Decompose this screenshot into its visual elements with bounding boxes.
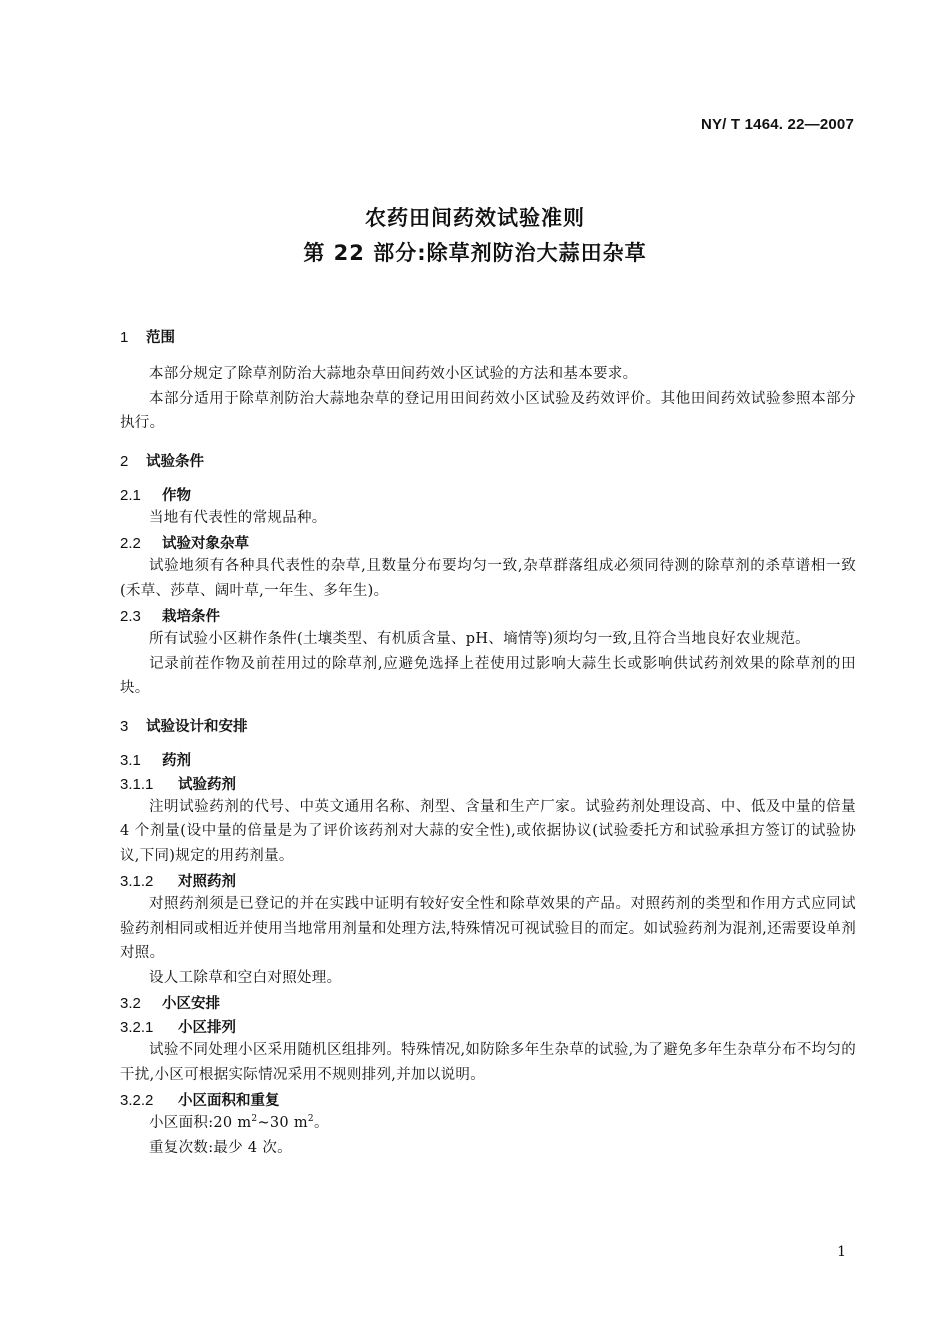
paragraph: 试验不同处理小区采用随机区组排列。特殊情况,如防除多年生杂草的试验,为了避免多年生杂草分布不均匀的干扰,小区可根据实际情况采用不规则排列,并加以说明。 (120, 1042, 856, 1083)
subsection-number: 2.3 (120, 608, 141, 625)
paragraph: 记录前茬作物及前茬用过的除草剂,应避免选择上茬使用过影响大蒜生长或影响供试药剂效果的除草剂的田块。 (120, 655, 856, 696)
section-title: 试验条件 (146, 453, 204, 470)
document-title: 农药田间药效试验准则 (365, 206, 585, 230)
sentence-end: 。 (313, 1115, 329, 1131)
subsection-heading-2-3 (120, 607, 856, 627)
subsection-heading-3-2-2 (120, 1091, 856, 1111)
section-title: 范围 (146, 330, 175, 346)
subsection-title: 栽培条件 (162, 609, 220, 625)
paragraph: 试验地须有各种具代表性的杂草,且数量分布要均匀一致,杂草群落组成必须同待测的除草剂的杀草谱相一致(禾草、莎草、阔叶草,一年生、多年生)。 (120, 558, 856, 599)
section-number: 1 (120, 329, 129, 346)
subsection-heading-3-1-2 (120, 872, 856, 892)
document-body (120, 328, 856, 1160)
section-heading-1 (120, 328, 856, 348)
subsection-title: 小区面积和重复 (178, 1093, 280, 1109)
subsection-title: 对照药剂 (178, 874, 236, 890)
section-number: 2 (120, 452, 129, 470)
paragraph: 本部分规定了除草剂防治大蒜地杂草田间药效小区试验的方法和基本要求。 (149, 366, 638, 382)
subsection-heading-2-2 (120, 534, 856, 554)
subsection-title: 小区安排 (162, 996, 220, 1012)
subsection-title: 药剂 (162, 752, 191, 769)
subsection-number: 2.2 (120, 535, 141, 552)
subsection-number: 3.2.1 (120, 1019, 154, 1036)
paragraph: 设人工除草和空白对照处理。 (149, 969, 342, 986)
section-title: 试验设计和安排 (146, 718, 248, 735)
standard-code: NY/ T 1464. 22—2007 (700, 116, 854, 133)
subsection-title: 作物 (162, 487, 191, 504)
subsection-title: 小区排列 (178, 1020, 236, 1036)
range-separator: ~ (257, 1115, 270, 1131)
paragraph: 对照药剂须是已登记的并在实践中证明有较好安全性和除草效果的产品。对照药剂的类型和作用方式应同试验药剂相同或相近并使用当地常用剂量和处理方法,特殊情况可视试验目的而定。如试验药剂为混剂,还需要设单剂对照。 (120, 896, 856, 961)
subsection-heading-3-2 (120, 994, 856, 1014)
paragraph: 本部分适用于除草剂防治大蒜地杂草的登记用田间药效小区试验及药效评价。其他田间药效试验参照本部分执行。 (120, 390, 856, 431)
section-heading-2 (120, 452, 856, 472)
plot-area-paragraph (120, 1111, 856, 1136)
document-subtitle: 第 22 部分:除草剂防治大蒜田杂草 (303, 241, 647, 265)
subsection-number: 3.2.2 (120, 1092, 154, 1109)
subsection-heading-3-1-1 (120, 775, 856, 795)
subsection-heading-3-1 (120, 751, 856, 771)
paragraph: 重复次数:最少 4 次。 (149, 1139, 292, 1156)
subsection-number: 3.1.1 (120, 775, 154, 793)
subsection-number: 3.1.2 (120, 873, 154, 890)
section-heading-3 (120, 717, 856, 737)
paragraph: 所有试验小区耕作条件(土壤类型、有机质含量、pH、墒情等)须均匀一致,且符合当地良好农业规范。 (149, 631, 810, 647)
paragraph: 当地有代表性的常规品种。 (149, 509, 327, 526)
subsection-title: 试验药剂 (178, 776, 236, 793)
unit-exponent: 2 (307, 1114, 314, 1125)
section-number: 3 (120, 717, 129, 735)
subsection-heading-2-1 (120, 486, 856, 506)
subsection-number: 3.2 (120, 995, 141, 1012)
subsection-heading-3-2-1 (120, 1018, 856, 1038)
unit-exponent: 2 (251, 1114, 258, 1125)
paragraph: 注明试验药剂的代号、中英文通用名称、剂型、含量和生产厂家。试验药剂处理设高、中、低及中量的倍量 4 个剂量(设中量的倍量是为了评价该药剂对大蒜的安全性),或依据协议(试验委托方和试验承担方签订的试验协议,下同)规定的用药剂量。 (120, 798, 856, 864)
page-number: 1 (837, 1244, 846, 1260)
plot-area-min: 20 m (213, 1115, 252, 1131)
subsection-title: 试验对象杂草 (162, 536, 249, 552)
subsection-number: 3.1 (120, 751, 141, 769)
plot-area-max: 30 m (269, 1115, 308, 1131)
subsection-number: 2.1 (120, 486, 141, 504)
plot-area-label: 小区面积: (149, 1115, 214, 1131)
